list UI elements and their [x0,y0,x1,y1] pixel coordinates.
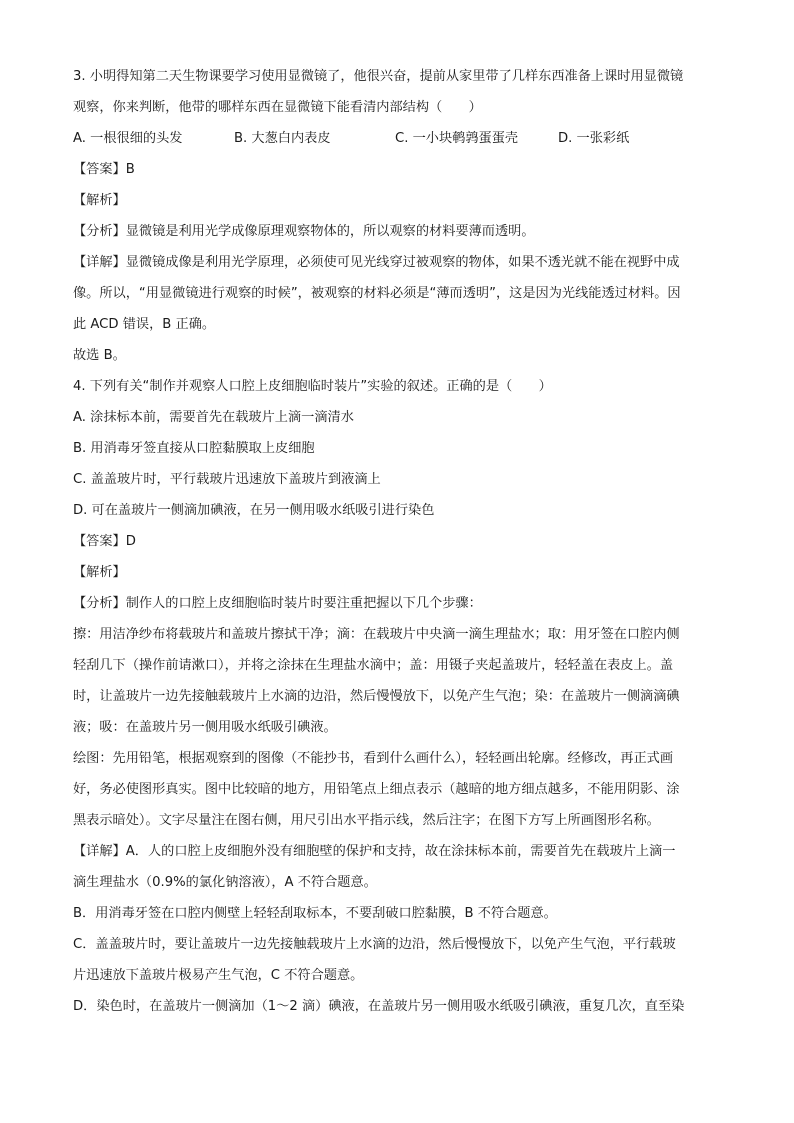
q4-steps-line4: 液；吸：在盖玻片另一侧用吸水纸吸引碘液。 [73,720,337,735]
q3-option-d: D. 一张彩纸 [558,131,630,146]
q4-detail-b: B．用消毒牙签在口腔内侧壁上轻轻刮取标本，不要刮破口腔黏膜，B 不符合题意。 [73,906,557,921]
q4-detail-d-line1: D．染色时，在盖玻片一侧滴加（1～2 滴）碘液，在盖玻片另一侧用吸水纸吸引碘液，重复几次，直至染 [73,999,685,1014]
q4-analysis-title: 【解析】 [73,565,126,580]
q3-option-c: C. 一小块鹌鹑蛋蛋壳 [395,131,519,146]
q3-option-a: A. 一根很细的头发 [73,131,183,146]
q4-draw-line1: 绘图：先用铅笔，根据观察到的图像（不能抄书，看到什么画什么），轻轻画出轮廓。经修改，再正式画 [73,751,674,766]
q4-steps-line1: 擦：用洁净纱布将载玻片和盖玻片擦拭干净；滴：在载玻片中央滴一滴生理盐水；取：用牙签在口腔内侧 [73,627,680,642]
q4-answer: 【答案】D [73,534,136,549]
q3-answer: 【答案】B [73,162,135,177]
q3-stem-line1: 3. 小明得知第二天生物课要学习使用显微镜了，他很兴奋，提前从家里带了几样东西准备上课时用显微镜 [73,69,684,84]
q4-steps-line3: 时，让盖玻片一边先接触载玻片上水滴的边沿，然后慢慢放下，以免产生气泡；染：在盖玻片一侧滴滴碘 [73,689,680,704]
q3-options [73,129,728,149]
q4-stem: 4. 下列有关“制作并观察人口腔上皮细胞临时装片”实验的叙述。正确的是（ ） [73,379,552,394]
q4-option-c: C. 盖盖玻片时，平行载玻片迅速放下盖玻片到液滴上 [73,472,381,487]
q4-fenxi: 【分析】制作人的口腔上皮细胞临时装片时要注重把握以下几个步骤： [73,596,482,611]
q4-steps-line2: 轻刮几下（操作前请漱口），并将之涂抹在生理盐水滴中；盖：用镊子夹起盖玻片，轻轻盖在表皮上。盖 [73,658,674,673]
q3-analysis-title: 【解析】 [73,193,126,208]
q3-detail-line3: 此 ACD 错误，B 正确。 [73,317,216,332]
q4-option-d: D. 可在盖玻片一侧滴加碘液，在另一侧用吸水纸吸引进行染色 [73,503,435,518]
q3-stem-line2: 观察，你来判断，他带的哪样东西在显微镜下能看清内部结构（ ） [73,100,482,115]
q4-detail-c-line1: C．盖盖玻片时，要让盖玻片一边先接触载玻片上水滴的边沿，然后慢慢放下，以免产生气泡，平行载玻 [73,937,676,952]
q3-detail-line2: 像。所以，“用显微镜进行观察的时候”，被观察的材料必须是“薄而透明”，这是因为光线能透过材料。因 [73,286,681,301]
q3-conclusion: 故选 B。 [73,348,126,363]
q4-detail-a-line2: 滴生理盐水（0.9%的氯化钠溶液），A 不符合题意。 [73,875,377,890]
q4-draw-line3: 黑表示暗处）。文字尽量注在图右侧，用尺引出水平指示线，然后注字；在图下方写上所画图形名称。 [73,813,660,828]
q4-draw-line2: 好，务必使图形真实。图中比较暗的地方，用铅笔点上细点表示（越暗的地方细点越多，不能用阴影、涂 [73,782,680,797]
q3-option-b: B. 大葱白内表皮 [234,131,331,146]
q4-option-a: A. 涂抹标本前，需要首先在载玻片上滴一滴清水 [73,410,354,425]
q4-detail-a-line1: 【详解】A．人的口腔上皮细胞外没有细胞壁的保护和支持，故在涂抹标本前，需要首先在载玻片上滴一 [73,844,676,859]
q4-detail-c-line2: 片迅速放下盖玻片极易产生气泡，C 不符合题意。 [73,968,364,983]
q4-option-b: B. 用消毒牙签直接从口腔黏膜取上皮细胞 [73,441,315,456]
q3-detail-line1: 【详解】显微镜成像是利用光学原理，必须使可见光线穿过被观察的物体，如果不透光就不能在视野中成 [73,255,680,270]
q3-fenxi: 【分析】显微镜是利用光学成像原理观察物体的，所以观察的材料要薄而透明。 [73,224,535,239]
